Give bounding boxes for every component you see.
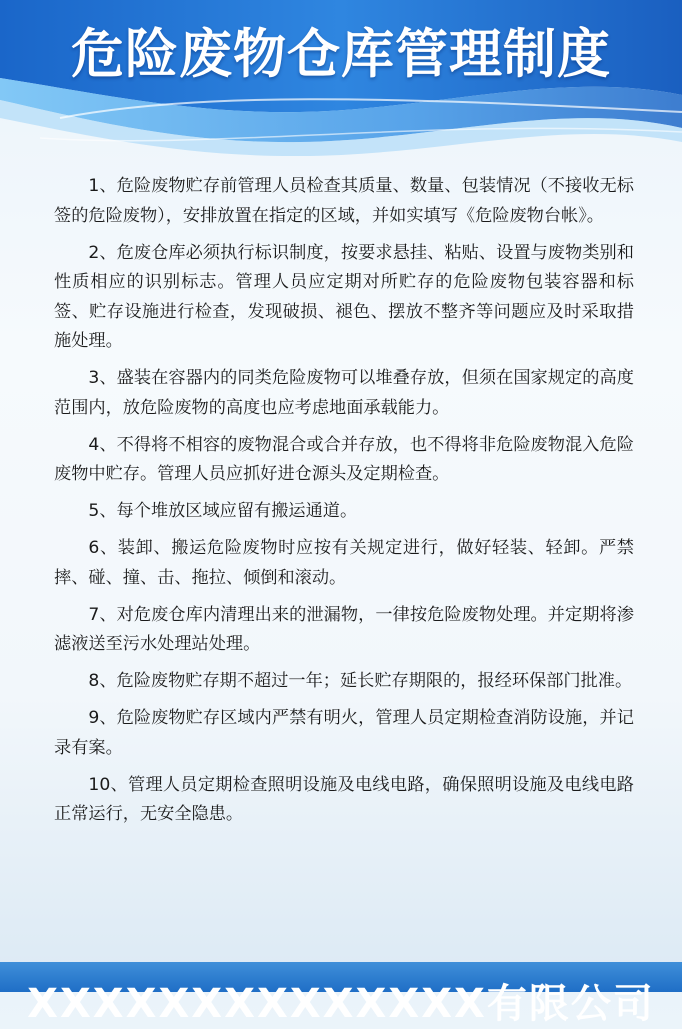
rule-item-2: 2、危废仓库必须执行标识制度，按要求悬挂、粘贴、设置与废物类别和性质相应的识别标志。管理人员应定期对所贮存的危险废物包装容器和标签、贮存设施进行检查，发现破损、褪色、摆放不整齐等问题应及时采取措施处理。 — [54, 242, 634, 351]
rule-item-6: 6、装卸、搬运危险废物时应按有关规定进行，做好轻装、轻卸。严禁摔、碰、撞、击、拖拉、倾倒和滚动。 — [54, 538, 634, 588]
rule-item-5: 5、每个堆放区域应留有搬运通道。 — [88, 501, 358, 521]
rule-item-4: 4、不得将不相容的废物混合或合并存放，也不得将非危险废物混入危险废物中贮存。管理人员应抓好进仓源头及定期检查。 — [54, 434, 634, 484]
header-banner — [0, 0, 682, 160]
rule-item-10: 10、管理人员定期检查照明设施及电线电路，确保照明设施及电线电路正常运行，无安全隐患。 — [54, 774, 634, 824]
rules-list — [54, 172, 634, 837]
page-title: 危险废物仓库管理制度 — [71, 24, 611, 85]
rule-item-3: 3、盛装在容器内的同类危险废物可以堆叠存放，但须在国家规定的高度范围内，放危险废物的高度也应考虑地面承载能力。 — [54, 368, 634, 418]
rule-item-9: 9、危险废物贮存区域内严禁有明火，管理人员定期检查消防设施，并记录有案。 — [54, 708, 634, 758]
rule-item-7: 7、对危废仓库内清理出来的泄漏物，一律按危险废物处理。并定期将渗滤液送至污水处理站处理。 — [54, 604, 634, 654]
company-name: XXXXXXXXXXXXXX有限公司 — [27, 981, 655, 1027]
rule-item-8: 8、危险废物贮存期不超过一年；延长贮存期限的，报经环保部门批准。 — [88, 671, 633, 691]
footer-bar — [0, 962, 682, 1027]
rule-item-1: 1、危险废物贮存前管理人员检查其质量、数量、包装情况（不接收无标签的危险废物），安排放置在指定的区域，并如实填写《危险废物台帐》。 — [54, 176, 634, 226]
